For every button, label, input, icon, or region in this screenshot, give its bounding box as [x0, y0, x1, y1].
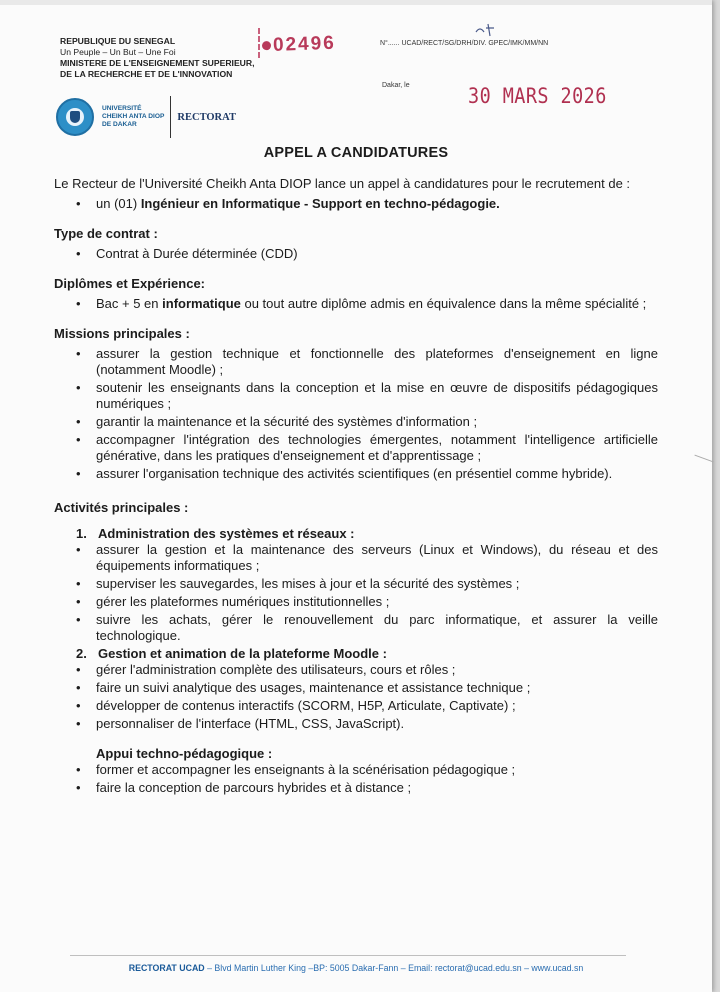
list-item: • assurer la gestion technique et fonctionnelle des plateformes d'enseignement en ligne (notamment Moodle) ;: [54, 346, 658, 378]
reference-number: N°...... UCAD/RECT/SG/DRH/DIV. GPEC/IMK/MM/NN: [380, 40, 549, 47]
intro-paragraph: Le Recteur de l'Université Cheikh Anta DIOP lance un appel à candidatures pour le recrutement de :: [54, 176, 631, 191]
footer-address: – Blvd Martin Luther King –BP: 5005 Dakar-Fann – Email: rectorat@ucad.edu.sn – www.ucad.sn: [204, 963, 584, 973]
country-name: REPUBLIQUE DU SENEGAL: [60, 36, 176, 46]
list-item: • assurer l'organisation technique des activités scientifiques (en présentiel comme hybride).: [54, 466, 658, 482]
list-item: • assurer la gestion et la maintenance des serveurs (Linux et Windows), du réseau et des équipements informatiques ;: [54, 542, 658, 574]
list-item: • accompagner l'intégration des technologies émergentes, notamment l'intelligence artificielle générative, dans les pratiques d'enseignement et d'apprentissage ;: [54, 432, 658, 464]
date-stamp: 30 MARS 2026: [468, 84, 607, 108]
list-item: • personnaliser de l'interface (HTML, CSS, JavaScript).: [54, 716, 658, 732]
post-item: [54, 196, 658, 212]
place-label: Dakar, le: [382, 82, 410, 89]
letterhead: [60, 36, 254, 80]
diploma-text-pre: Bac + 5 en: [96, 296, 163, 311]
list-item: • suivre les achats, gérer le renouvellement du parc informatique, et assurer la veille technologique.: [54, 612, 658, 644]
national-motto: Un Peuple – Un But – Une Foi: [60, 47, 176, 57]
footer-org: RECTORAT UCAD: [128, 963, 205, 973]
section-title: [54, 646, 658, 662]
list-item: • soutenir les enseignants dans la conception et la mise en œuvre de dispositifs pédagogiques numériques ;: [54, 380, 658, 412]
post-name: Ingénieur en Informatique - Support en techno-pédagogie.: [140, 196, 500, 211]
missions-heading: Missions principales :: [54, 326, 190, 341]
stamp-dot-icon: [262, 41, 271, 50]
contract-list: [54, 246, 658, 262]
university-logo-block: [56, 96, 236, 138]
activity-section-1-list: [54, 542, 658, 644]
missions-list: [54, 346, 658, 482]
signature-mark: [470, 22, 506, 38]
list-item: [54, 296, 658, 312]
page-footer: [0, 963, 712, 973]
scan-edge: [0, 0, 712, 5]
ministry-line-1: MINISTERE DE L'ENSEIGNEMENT SUPERIEUR,: [60, 58, 255, 68]
section-title: [54, 526, 658, 542]
header-divider: [170, 96, 171, 138]
ministry-line-2: DE LA RECHERCHE ET DE L'INNOVATION: [60, 69, 233, 79]
diploma-text-bold: informatique: [162, 296, 241, 311]
list-item: • gérer l'administration complète des utilisateurs, cours et rôles ;: [54, 662, 658, 678]
diplomas-heading: Diplômes et Expérience:: [54, 276, 205, 291]
activity-section-1-heading: [54, 526, 658, 542]
diploma-text-post: ou tout autre diplôme admis en équivalence dans la même spécialité ;: [240, 296, 647, 311]
document-body: [54, 176, 658, 798]
activity-section-2-list: [54, 662, 658, 732]
list-item: • former et accompagner les enseignants à la scénérisation pédagogique ;: [54, 762, 658, 778]
stamp-number: 02496: [272, 32, 337, 56]
section-number: 2.: [76, 646, 87, 661]
university-line-1: UNIVERSITÉ: [102, 105, 142, 112]
post-list: [54, 196, 658, 212]
list-item: • faire un suivi analytique des usages, maintenance et assistance technique ;: [54, 680, 658, 696]
post-prefix: un (01): [96, 196, 141, 211]
university-name: [102, 105, 164, 129]
registration-stamp: [262, 33, 337, 58]
university-line-2: CHEIKH ANTA DIOP: [102, 113, 165, 120]
activity-section-3-heading: Appui techno-pédagogique :: [96, 746, 273, 761]
footer-divider: [70, 955, 626, 956]
list-item: • développer de contenus interactifs (SCORM, H5P, Articulate, Captivate) ;: [54, 698, 658, 714]
list-item: • faire la conception de parcours hybrides et à distance ;: [54, 780, 658, 796]
diplomas-list: [54, 296, 658, 312]
activity-section-2-heading: [54, 646, 658, 662]
ucad-seal-icon: [56, 98, 94, 136]
rectorat-label: RECTORAT: [177, 111, 236, 123]
section-number: 1.: [76, 526, 87, 541]
section-title-text: Gestion et animation de la plateforme Moodle :: [98, 646, 387, 661]
list-item: • superviser les sauvegardes, les mises à jour et la sécurité des systèmes ;: [54, 576, 658, 592]
university-line-3: DE DAKAR: [102, 121, 137, 128]
activity-section-3-list: [54, 762, 658, 796]
activities-heading: Activités principales :: [54, 500, 189, 515]
list-item: • garantir la maintenance et la sécurité des systèmes d'information ;: [54, 414, 658, 430]
contract-heading: Type de contrat :: [54, 226, 158, 241]
list-item: • gérer les plateformes numériques institutionnelles ;: [54, 594, 658, 610]
section-title-text: Administration des systèmes et réseaux :: [98, 526, 355, 541]
page-title: APPEL A CANDIDATURES: [263, 145, 449, 161]
list-item: • Contrat à Durée déterminée (CDD): [54, 246, 658, 262]
